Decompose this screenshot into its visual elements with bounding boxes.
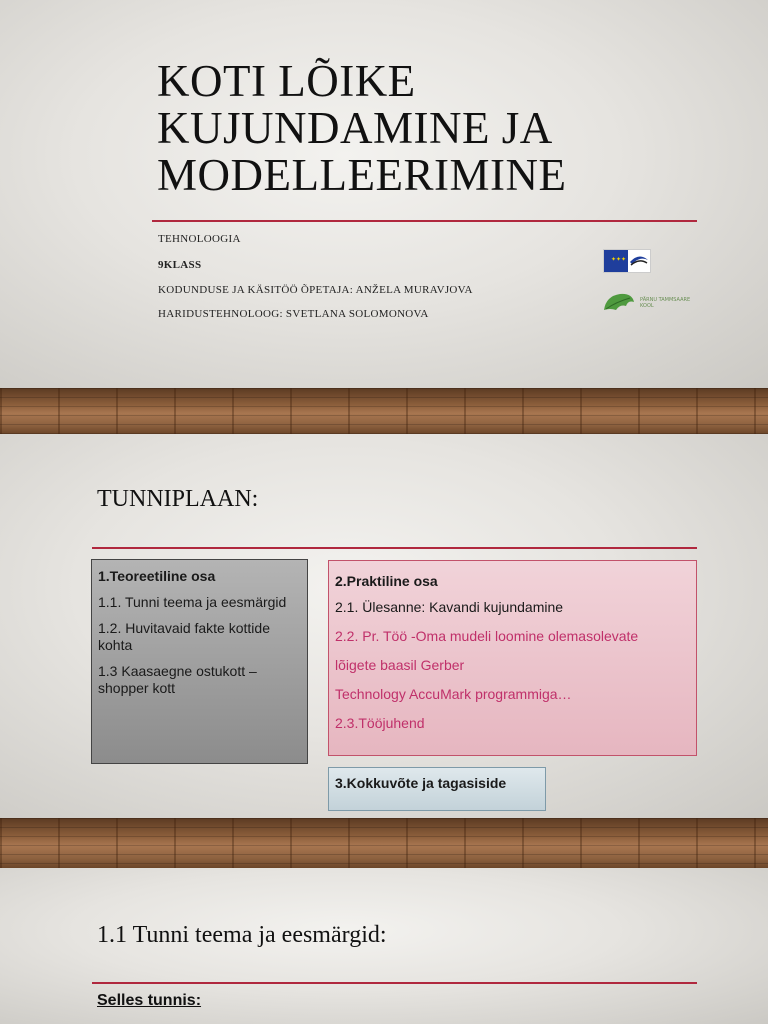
eu-logo (603, 249, 651, 273)
practical-box (328, 560, 697, 756)
practical-item: Technology AccuMark programmiga… (335, 686, 572, 702)
theory-title: 1.Teoreetiline osa (98, 568, 216, 584)
summary-title: 3.Kokkuvõte ja tagasiside (335, 775, 507, 791)
title-divider (152, 220, 697, 222)
practical-item: 2.3.Tööjuhend (335, 715, 425, 731)
edutech-label: HARIDUSTEHNOLOOG: SVETLANA SOLOMONOVA (158, 308, 429, 320)
practical-item: 2.1. Ülesanne: Kavandi kujundamine (335, 599, 564, 615)
wood-floor-divider (0, 388, 768, 434)
school-logo-text: PÄRNU TAMMSAARE KOOL (640, 297, 691, 309)
goals-subheading: Selles tunnis: (97, 992, 202, 1009)
theory-item: 1.1. Tunni teema ja eesmärgid (98, 594, 287, 610)
goals-divider (92, 982, 697, 984)
goals-heading: 1.1 Tunni teema ja eesmärgid: (97, 922, 387, 948)
grade-label: 9KLASS (158, 259, 202, 271)
eu-flag-icon: ✦✦✦ (604, 250, 628, 272)
summary-box (328, 767, 546, 811)
theory-item: 1.2. Huvitavaid fakte kottide kohta (98, 620, 270, 653)
slide-title: KOTI LÕIKE KUJUNDAMINE JA MODELLEERIMINE (157, 56, 567, 200)
wood-floor-divider (0, 818, 768, 868)
theory-box (91, 559, 308, 764)
practical-item: 2.2. Pr. Töö -Oma mudeli loomine olemasolevate (335, 628, 639, 644)
heading-divider (92, 547, 697, 549)
subject-label: TEHNOLOOGIA (158, 233, 241, 245)
school-leaf-logo (602, 290, 636, 314)
lesson-plan-heading: TUNNIPLAAN: (97, 486, 259, 512)
theory-item: 1.3 Kaasaegne ostukott – shopper kott (98, 663, 257, 696)
lesson-plan-slide (0, 434, 768, 818)
goals-slide (0, 868, 768, 1024)
teacher-label: KODUNDUSE JA KÄSITÖÖ ÕPETAJA: ANŽELA MURAVJOVA (158, 284, 473, 296)
title-slide (0, 0, 768, 388)
practical-item: lõigete baasil Gerber (335, 657, 465, 673)
practical-title: 2.Praktiline osa (335, 573, 438, 589)
estonia-swoosh-icon (628, 250, 650, 272)
